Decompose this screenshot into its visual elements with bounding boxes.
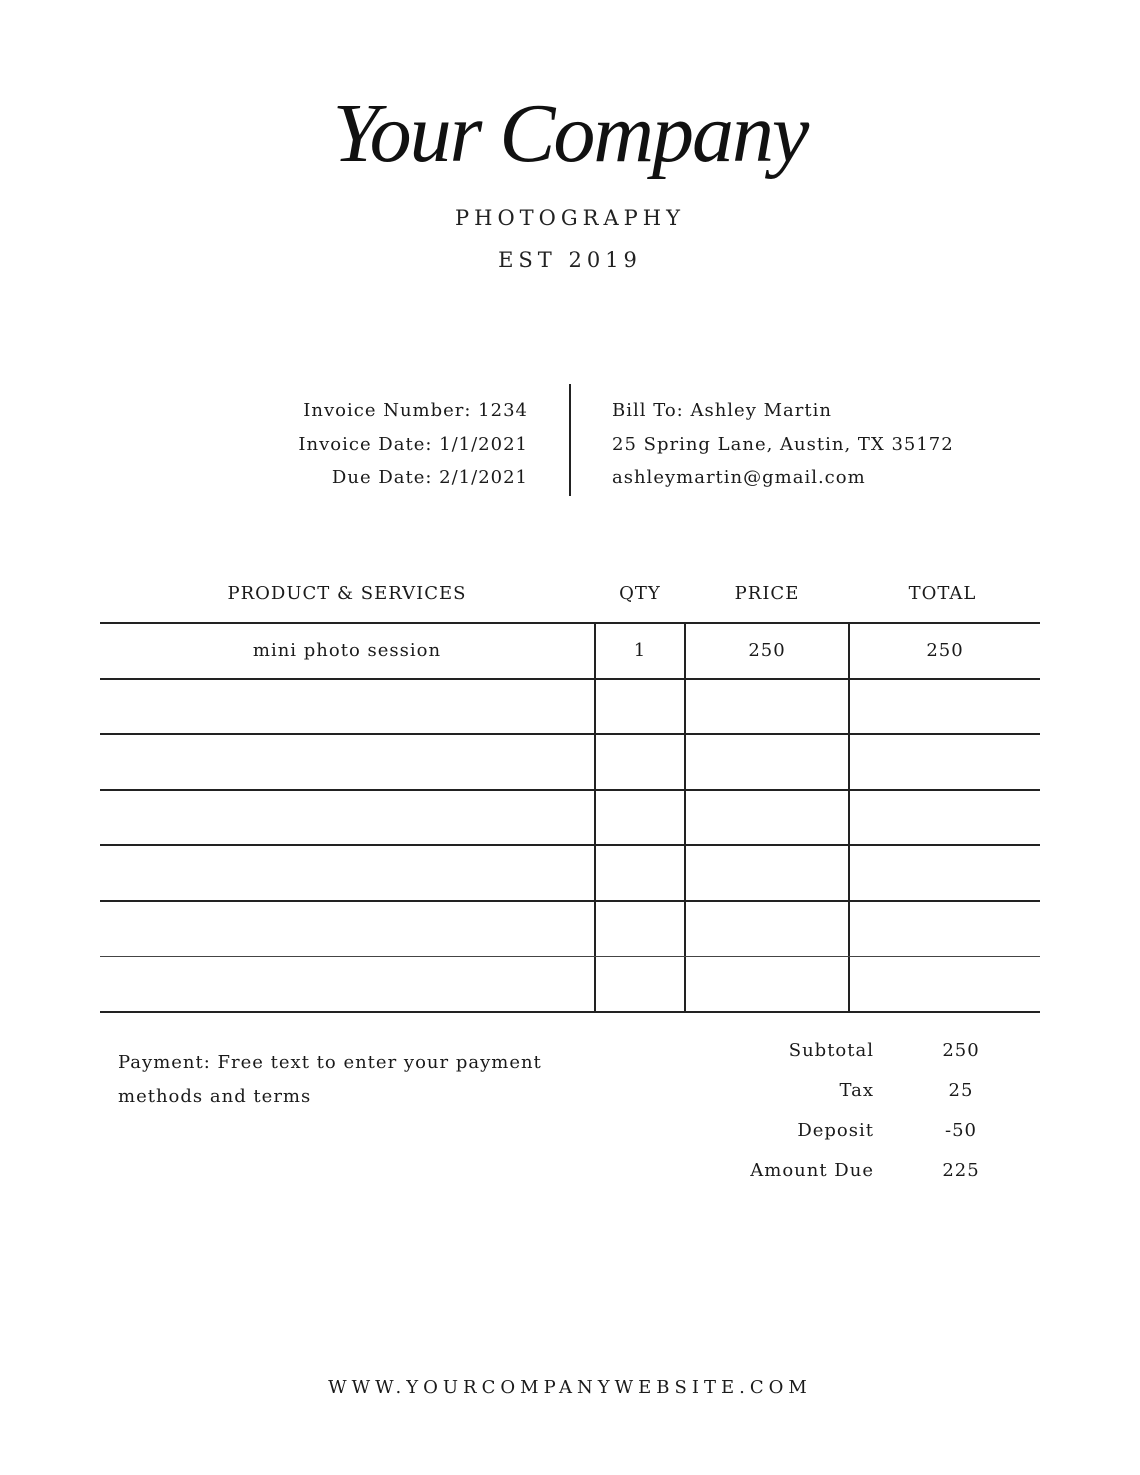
- cell-total: [850, 902, 1040, 957]
- cell-total: [850, 957, 1040, 1011]
- table-row: [100, 957, 1040, 1013]
- cell-total: [850, 680, 1040, 734]
- cell-product: [100, 680, 596, 734]
- table-row: [100, 791, 1040, 847]
- header-products-services: PRODUCT & SERVICES: [227, 583, 467, 604]
- cell-product: [100, 735, 596, 789]
- deposit-value: -50: [945, 1120, 977, 1141]
- cell-product: [100, 957, 596, 1011]
- bill-to-address: 25 Spring Lane, Austin, TX 35172: [612, 433, 954, 455]
- cell-product: mini photo session: [100, 624, 596, 678]
- invoice-details: [298, 394, 528, 495]
- cell-qty: [596, 957, 686, 1011]
- table-row: [100, 680, 1040, 736]
- cell-product: [100, 902, 596, 957]
- cell-qty: [596, 735, 686, 789]
- established-year: EST 2019: [498, 248, 642, 272]
- table-row: [100, 846, 1040, 902]
- cell-qty: [596, 846, 686, 900]
- cell-total: 250: [926, 640, 964, 662]
- cell-qty: 1: [596, 624, 686, 678]
- company-logo-script: Your Company: [332, 87, 808, 180]
- bill-to-details: [612, 394, 954, 495]
- table-row: [100, 902, 1040, 958]
- payment-line-1: Payment: Free text to enter your payment: [118, 1052, 542, 1073]
- payment-terms: [118, 1046, 558, 1114]
- company-subtitle: PHOTOGRAPHY: [455, 206, 685, 230]
- cell-price: [686, 735, 850, 789]
- cell-product: [100, 791, 596, 845]
- cell-total: [850, 846, 1040, 900]
- invoice-date: Invoice Date: 1/1/2021: [298, 433, 528, 455]
- table-row: [100, 735, 1040, 791]
- cell-total: [850, 735, 1040, 789]
- cell-price: 250: [686, 624, 850, 678]
- cell-qty: [596, 680, 686, 734]
- header-price: PRICE: [734, 583, 800, 604]
- deposit-label: Deposit: [797, 1120, 874, 1141]
- cell-total: [850, 791, 1040, 845]
- table-row: [100, 624, 1040, 680]
- amount-due-value: 225: [942, 1160, 980, 1181]
- cell-qty: [596, 902, 686, 957]
- subtotal-label: Subtotal: [788, 1040, 874, 1061]
- cell-price: [686, 791, 850, 845]
- details-divider: [569, 384, 571, 496]
- invoice-number: Invoice Number: 1234: [303, 400, 528, 421]
- cell-price: [686, 846, 850, 900]
- bill-to-name: Bill To: Ashley Martin: [612, 400, 832, 421]
- header-qty: QTY: [619, 583, 661, 604]
- bill-to-email: ashleymartin@gmail.com: [612, 467, 866, 488]
- subtotal-value: 250: [942, 1040, 980, 1061]
- line-items-table: [100, 622, 1040, 1013]
- amount-due-label: Amount Due: [750, 1160, 874, 1181]
- header-total: TOTAL: [908, 583, 977, 604]
- cell-price: [686, 957, 850, 1011]
- cell-qty: [596, 791, 686, 845]
- company-website: WWW.YOURCOMPANYWEBSITE.COM: [328, 1377, 812, 1398]
- cell-price: [686, 902, 850, 957]
- tax-label: Tax: [839, 1080, 874, 1101]
- due-date: Due Date: 2/1/2021: [331, 467, 528, 488]
- cell-product: [100, 846, 596, 900]
- tax-value: 25: [948, 1080, 974, 1101]
- payment-line-2: methods and terms: [118, 1086, 312, 1107]
- cell-price: [686, 680, 850, 734]
